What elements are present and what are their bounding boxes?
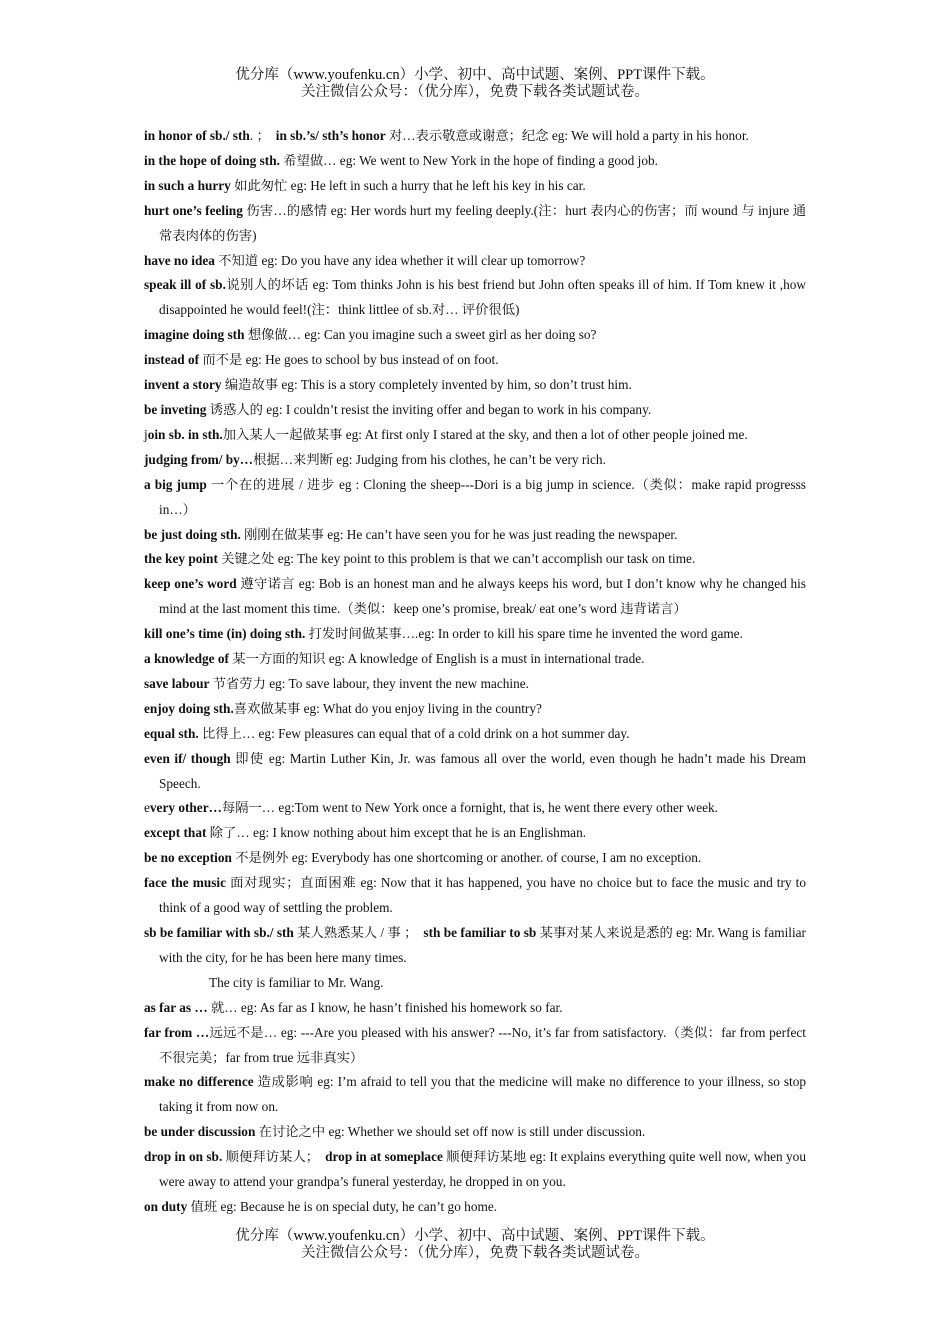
phrase-entry	[144, 323, 806, 348]
phrase-entry	[144, 921, 806, 971]
phrase-entry	[144, 1021, 806, 1071]
phrase-term: invent a story	[144, 377, 222, 393]
phrase-definition: 不是例外 eg: Everybody has one shortcoming or another. of course, I am no exception.	[231, 850, 702, 866]
page-footer	[0, 1228, 950, 1262]
phrase-prefix: e	[144, 800, 150, 816]
phrase-definition: . ；	[249, 128, 270, 143]
phrase-entry	[144, 547, 806, 572]
phrase-term: as far as …	[144, 999, 208, 1015]
phrase-term: face the music	[144, 875, 226, 891]
phrase-entry	[144, 523, 806, 548]
phrase-definition: 值班 eg: Because he is on special duty, he can’t go home.	[187, 1198, 498, 1214]
phrase-definition-alt: 某事对某人来说是悉的 eg: Mr. Wang is familiar with the city, for he has been here many times.	[159, 925, 806, 965]
phrase-definition: 刚刚在做某事 eg: He can’t have seen you for he was just reading the newspaper.	[240, 526, 678, 542]
phrase-definition: 如此匆忙 eg: He left in such a hurry that he left his key in his car.	[230, 177, 586, 193]
phrase-entry	[144, 199, 806, 249]
phrase-definition: 遵守诺言 eg: Bob is an honest man and he always keeps his word, but I don’t know why he changed his mind at the last moment this time.（类似：keep one’s promise, break/ eat one’s word 违背诺言）	[159, 576, 806, 617]
phrase-term: in honor of sb./ sth	[144, 128, 250, 143]
phrase-term-alt: drop in at someplace	[325, 1149, 443, 1165]
phrase-definition: The city is familiar to Mr. Wang.	[209, 974, 384, 990]
phrase-term: sb be familiar with sb./ sth	[144, 925, 294, 940]
phrase-term: on duty	[144, 1198, 188, 1214]
phrase-term: enjoy doing sth.	[144, 700, 234, 716]
phrase-term: save labour	[144, 675, 210, 691]
phrase-term: far from …	[144, 1024, 210, 1040]
phrase-entry	[144, 971, 806, 996]
phrase-term: even if/ though	[144, 750, 231, 766]
phrase-term: the key point	[144, 551, 218, 567]
phrase-term: except that	[144, 825, 207, 841]
phrase-definition: 打发时间做某事….eg: In order to kill his spare time he invented the word game.	[305, 626, 743, 642]
phrase-entry	[144, 821, 806, 846]
phrase-definition: 顺便拜访某人；	[222, 1149, 320, 1165]
phrase-entry	[144, 423, 806, 448]
phrase-entry	[144, 473, 806, 523]
phrase-definition: 喜欢做某事 eg: What do you enjoy living in the country?	[233, 700, 542, 716]
phrase-entry	[144, 572, 806, 622]
phrase-entry	[144, 846, 806, 871]
phrase-term: hurt one’s feeling	[144, 202, 243, 218]
phrase-entry	[144, 1145, 806, 1195]
phrase-term: be inveting	[144, 401, 207, 417]
phrase-definition: 伤害…的感情 eg: Her words hurt my feeling deeply.(注：hurt 表内心的伤害；而 wound 与 injure 通常表肉体的伤害)	[159, 202, 806, 243]
phrase-term: have no idea	[144, 252, 215, 268]
phrase-definition: 想像做… eg: Can you imagine such a sweet girl as her doing so?	[244, 327, 597, 343]
phrase-entry	[144, 697, 806, 722]
phrase-term: a big jump	[144, 476, 207, 492]
phrase-definition: 一个在的进展 / 进步 eg : Cloning the sheep---Dori is a big jump in science.（类似：make rapid progresss in…）	[159, 476, 806, 517]
phrase-entry	[144, 249, 806, 274]
phrase-entry	[144, 1120, 806, 1145]
phrase-entry	[144, 348, 806, 373]
phrase-term: make no difference	[144, 1074, 254, 1090]
phrase-term: equal sth.	[144, 725, 199, 741]
phrase-term: be no exception	[144, 850, 232, 866]
phrase-definition-alt: 对…表示敬意或谢意；纪念 eg: We will hold a party in his honor.	[385, 128, 749, 143]
phrase-definition: 造成影响 eg: I’m afraid to tell you that the medicine will make no difference to your illness, so stop taking it from now on.	[159, 1074, 806, 1115]
phrase-definition: 面对现实；直面困难 eg: Now that it has happened, you have no choice but to face the music and try to think of a good way of settling the problem.	[159, 875, 806, 916]
phrase-definition: 即使 eg: Martin Luther Kin, Jr. was famous all over the world, even though he hadn’t made his Dream Speech.	[159, 750, 806, 791]
phrase-term: kill one’s time (in) doing sth.	[144, 626, 306, 642]
page-header	[0, 67, 950, 101]
phrase-definition: 某一方面的知识 eg: A knowledge of English is a must in international trade.	[228, 651, 645, 667]
phrase-definition-alt: 顺便拜访某地 eg: It explains everything quite well now, when you were away to attend your grandpa’s funeral yesterday, he dropped in on you.	[159, 1149, 806, 1190]
phrase-term: instead of	[144, 352, 200, 368]
phrase-term: a knowledge of	[144, 651, 229, 667]
phrase-term: imagine doing sth	[144, 327, 245, 343]
phrase-entry	[144, 273, 806, 323]
phrase-definition: 希望做… eg: We went to New York in the hope of finding a good job.	[279, 152, 658, 168]
phrase-definition: 除了… eg: I know nothing about him except that he is an Englishman.	[206, 825, 587, 841]
phrase-term: oin sb. in sth.	[147, 426, 223, 442]
phrase-definition: 关键之处 eg: The key point to this problem is that we can’t accomplish our task on time.	[217, 551, 696, 567]
phrase-term: be just doing sth.	[144, 526, 241, 542]
phrase-entry	[144, 647, 806, 672]
footer-line-1: 优分库（www.youfenku.cn）小学、初中、高中试题、案例、PPT课件下载。	[235, 1228, 715, 1244]
phrase-term: keep one’s word	[144, 576, 237, 592]
phrase-entry	[144, 373, 806, 398]
phrase-term: be under discussion	[144, 1124, 256, 1140]
phrase-definition: 而不是 eg: He goes to school by bus instead of on foot.	[199, 352, 499, 368]
phrase-prefix: j	[144, 426, 148, 442]
phrase-entry	[144, 722, 806, 747]
phrase-entry	[144, 398, 806, 423]
phrase-entry	[144, 996, 806, 1021]
header-line-2: 关注微信公众号：（优分库），免费下载各类试题试卷。	[301, 84, 649, 100]
phrase-entry	[144, 149, 806, 174]
phrase-definition: 编造故事 eg: This is a story completely invented by him, so don’t trust him.	[221, 377, 632, 393]
phrase-definition: 诱惑人的 eg: I couldn’t resist the inviting offer and began to work in his company.	[206, 401, 652, 417]
phrase-term-alt: sth be familiar to sb	[423, 925, 537, 940]
phrase-term-alt: in sb.’s/ sth’s honor	[275, 128, 386, 143]
phrase-entry	[144, 1070, 806, 1120]
phrase-term: in such a hurry	[144, 177, 231, 193]
phrase-term: speak ill of sb.	[144, 277, 226, 293]
phrase-definition: 说别人的坏话 eg: Tom thinks John is his best friend but John often speaks ill of him. If Tom knew it ,how disappointed he would feel!(注：think littlee of sb.对… 评价很低)	[159, 277, 807, 318]
phrase-definition: 根据…来判断 eg: Judging from his clothes, he can’t be very rich.	[253, 451, 606, 467]
header-line-1: 优分库（www.youfenku.cn）小学、初中、高中试题、案例、PPT课件下载。	[235, 67, 715, 83]
phrase-entry	[144, 796, 806, 821]
footer-line-2: 关注微信公众号：（优分库），免费下载各类试题试卷。	[301, 1245, 649, 1261]
phrase-definition: 就… eg: As far as I know, he hasn’t finished his homework so far.	[207, 999, 563, 1015]
phrase-definition: 远远不是… eg: ---Are you pleased with his answer? ---No, it’s far from satisfactory.（类似：far from perfect 不很完美；far from true 远非真实）	[159, 1024, 806, 1065]
phrase-term: very other…	[149, 800, 222, 816]
phrase-definition: 不知道 eg: Do you have any idea whether it will clear up tomorrow?	[214, 252, 586, 268]
phrase-definition: 在讨论之中 eg: Whether we should set off now is still under discussion.	[255, 1124, 646, 1140]
phrase-definition: 每隔一… eg:Tom went to New York once a fornight, that is, he went there every other week.	[221, 800, 719, 816]
phrase-list	[144, 124, 806, 1220]
phrase-definition: 加入某人一起做某事 eg: At first only I stared at the sky, and then a lot of other people joined me.	[222, 426, 748, 442]
phrase-term: drop in on sb.	[144, 1149, 223, 1165]
phrase-entry	[144, 124, 806, 149]
phrase-term: judging from/ by…	[144, 451, 254, 467]
phrase-entry	[144, 622, 806, 647]
phrase-entry	[144, 747, 806, 797]
phrase-entry	[144, 672, 806, 697]
phrase-term: in the hope of doing sth.	[144, 152, 280, 168]
phrase-entry	[144, 871, 806, 921]
phrase-definition: 比得上… eg: Few pleasures can equal that of a cold drink on a hot summer day.	[198, 725, 630, 741]
phrase-entry	[144, 448, 806, 473]
phrase-entry	[144, 174, 806, 199]
phrase-definition: 某人熟悉某人 / 事 ；	[293, 925, 418, 940]
phrase-definition: 节省劳力 eg: To save labour, they invent the new machine.	[209, 675, 529, 691]
phrase-entry	[144, 1195, 806, 1220]
